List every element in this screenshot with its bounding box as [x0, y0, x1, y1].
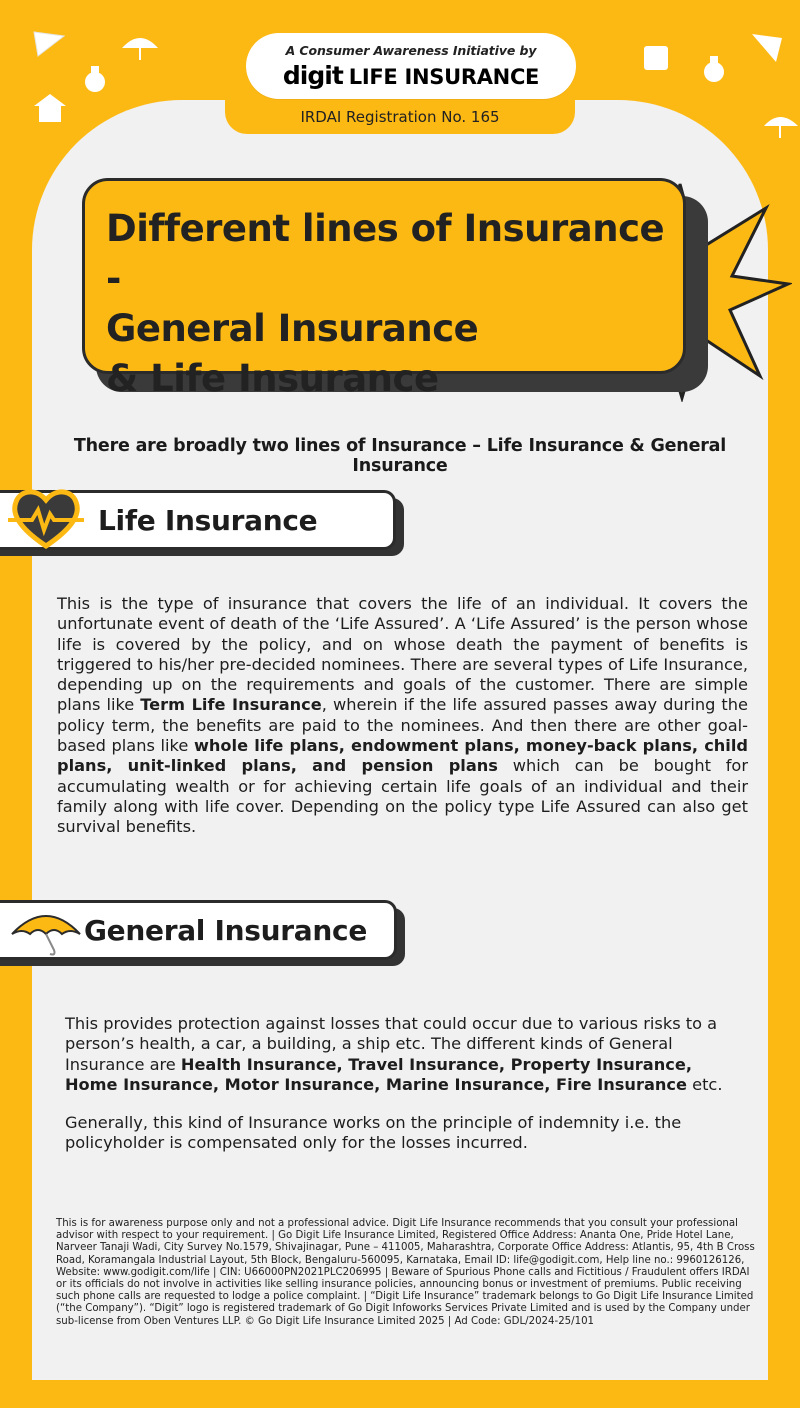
general-bold-types: Health Insurance, Travel Insurance, Property Insurance, Home Insurance, Motor Insurance, Marine Insurance, Fire Insurance: [65, 1054, 692, 1094]
brand-logo: [246, 61, 576, 90]
registration-tab: [225, 99, 575, 134]
box-icon: [640, 42, 674, 76]
general-indemnity-text: Generally, this kind of Insurance works on the principle of indemnity i.e. the policyholder is compensated only for the losses incurred.: [65, 1113, 682, 1153]
umbrella-icon: [10, 904, 82, 958]
life-text-1: This is the type of insurance that covers the life of an individual. It covers the unfortunate event of death of the ‘Life Assured’. A ‘Life Assured’ is the person whose life is covered by the policy, and on whose death the payment of benefits is triggered to his/her pre-decided nominees. There are several types of Life Insurance, depending up on the requirements and goals of the customer. There are simple plans like: [57, 594, 748, 715]
life-description: [57, 594, 748, 838]
general-heading: General Insurance: [84, 914, 368, 947]
umbrella-icon: [760, 108, 800, 142]
title-line-3: & Life Insurance: [106, 357, 439, 400]
paper-icon: [746, 30, 786, 66]
life-bold-plans: whole life plans, endowment plans, money-back plans, child plans, unit-linked plans, and pension plans: [57, 736, 748, 776]
heart-pulse-icon: [6, 484, 86, 552]
life-text-2: , wherein if the life assured passes away during the policy term, the benefits are paid to the nominees. And then there are other goal-based plans like: [57, 695, 748, 756]
digit-logo-word: digit: [282, 61, 343, 90]
life-text-3: which can be bought for accumulating wealth or for achieving certain life goals of an individual and their family along with life cover. Depending on the policy type Life Assured can also get survival benefits.: [57, 756, 748, 837]
umbrella-icon: [118, 30, 162, 64]
general-description: [65, 1014, 725, 1095]
intro-text: There are broadly two lines of Insurance – Life Insurance & General Insurance: [73, 436, 727, 476]
brand-tagline: A Consumer Awareness Initiative by: [285, 43, 537, 58]
house-icon: [30, 90, 70, 126]
title-line-1: Different lines of Insurance -: [106, 207, 665, 300]
money-bag-icon: [80, 62, 110, 94]
money-bag-icon: [700, 52, 728, 84]
general-text-2: etc.: [686, 1074, 723, 1094]
title-line-2: General Insurance: [106, 307, 479, 350]
registration-number: IRDAI Registration No. 165: [300, 108, 500, 126]
general-text-1: This provides protection against losses that could occur due to various risks to a person’s health, a car, a building, a ship etc. The different kinds of General Insurance are: [65, 1014, 718, 1074]
brand-name: LIFE INSURANCE: [348, 65, 540, 89]
life-heading: Life Insurance: [98, 504, 318, 537]
page-title: [106, 204, 686, 404]
brand-header: [246, 33, 576, 99]
paper-icon: [30, 28, 70, 60]
disclaimer-footer: This is for awareness purpose only and not a professional advice. Digit Life Insurance recommends that you consult your professional advisor with respect to your requirement. | Go Digit Life Insurance Limited, Registered Office Address: Ananta One, Pride Hotel Lane, Narveer Tanaji Wadi, City Survey No.1579, Shivajinagar, Pune – 411005, Maharashtra, Corporate Office Address: Atlantis, 95, 4th B Cross Road, Koramangala Industrial Layout, 5th Block, Bengaluru-560095, Karnataka, Email ID: life@godigit.com, Help line no.: 9960126126, Website: www.godigit.com/life | CIN: U66000PN2021PLC206995 | Beware of Spurious Phone calls and Fictitious / Fraudulent offers IRDAI or its officials do not involve in activities like selling insurance policies, announcing bonus or investment of premiums. Public receiving such phone calls are requested to lodge a police complaint. | “Digit Life Insurance” trademark belongs to Go Digit Life Insurance Limited (“the Company”). “Digit” logo is registered trademark of Go Digit Infoworks Services Private Limited and is used by the Company under sub-license from Oben Ventures LLP. © Go Digit Life Insurance Limited 2025 | Ad Code: GDL/2024-25/101: [56, 1218, 755, 1327]
life-bold-term: Term Life Insurance: [140, 695, 322, 715]
